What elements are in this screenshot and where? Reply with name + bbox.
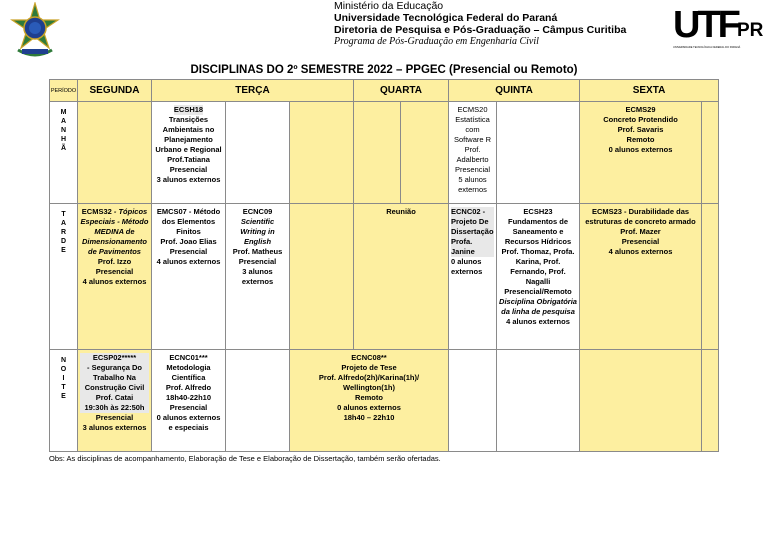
course-title: - Método dos Elementos Finitos: [161, 207, 221, 236]
course-note: Disciplina Obrigatória da linha de pesquisa: [499, 297, 577, 316]
ministry-label: Ministério da Educação: [334, 0, 444, 12]
day-header-segunda: SEGUNDA: [78, 80, 152, 102]
course-code: ECNC02 -: [451, 207, 494, 217]
course-code: ECSP02*****: [80, 353, 149, 363]
day-header-terca: TERÇA: [152, 80, 354, 102]
directorate-label: Diretoria de Pesquisa e Pós-Graduação – Câmpus Curitiba: [334, 24, 627, 36]
period-label-manha: M A N H Ã: [50, 102, 78, 204]
course-professor: Prof. Alfredo: [165, 383, 212, 392]
course-professor: Prof. Alfredo(2h)/Karina(1h)/ Wellington(1h): [318, 373, 420, 392]
course-time: 18h40-22h10: [165, 393, 212, 402]
course-students: 4 alunos externos: [82, 277, 147, 286]
course-code: ECNC09: [242, 207, 273, 216]
cell-noite-segunda: [78, 350, 152, 452]
course-professor: Prof. Joao Elias: [160, 237, 217, 246]
course-mode: Presencial: [454, 165, 491, 174]
course-students: 0 alunos externos e especiais: [156, 413, 221, 432]
course-students: 5 alunos externos: [458, 175, 487, 194]
page-title: DISCIPLINAS DO 2º SEMESTRE 2022 – PPGEC (Presencial ou Remoto): [190, 64, 578, 76]
course-students: 0 alunos externos: [337, 403, 401, 412]
course-code: ECMS23: [591, 207, 622, 216]
course-time: 19:30h às 22:50h: [80, 403, 149, 413]
course-mode: Presencial: [95, 267, 134, 276]
cell-noite-quarta: [290, 350, 449, 452]
course-title: Transições Ambientais no Planejamento Urbano e Regional: [155, 115, 222, 154]
day-header-sexta: SEXTA: [580, 80, 719, 102]
cell-noite-sexta-b: [702, 350, 719, 452]
course-mode: Presencial: [169, 165, 208, 174]
course-code: ECNC08**: [351, 353, 387, 362]
course-title: Concreto Protendido: [603, 115, 678, 124]
course-professor: Prof. Izzo: [97, 257, 132, 266]
cell-manha-segunda: [78, 102, 152, 204]
day-header-quarta: QUARTA: [354, 80, 449, 102]
periodo-header: PERÍODO: [50, 80, 78, 102]
logo-pr-text: PR: [737, 20, 764, 41]
course-mode: Presencial: [238, 257, 277, 266]
course-professor: Prof. Mazer: [620, 227, 661, 236]
course-title: - Durabilidade das estruturas de concreto armado: [585, 207, 696, 226]
cell-noite-quinta-a: [449, 350, 497, 452]
course-students: 3 alunos externos: [241, 267, 274, 286]
course-professor: Prof. Adalberto: [456, 145, 489, 164]
cell-manha-quinta: [449, 102, 497, 204]
row-noite: [50, 350, 719, 452]
course-students: 4 alunos externos: [608, 247, 673, 256]
institution-header: [334, 0, 626, 48]
course-title: Projeto de Tese: [341, 363, 397, 372]
course-code: ECNC01***: [169, 353, 208, 362]
course-code: ECMS20: [457, 105, 488, 114]
row-manha: [50, 102, 719, 204]
course-title: - Segurança Do Trabalho Na Construção Civil: [80, 363, 149, 393]
course-mode: Remoto: [626, 135, 655, 144]
course-title: Fundamentos de Saneamento e Recursos Hídricos: [504, 217, 572, 246]
course-code: ECMS29: [625, 105, 656, 114]
cell-tarde-quarta: [354, 204, 449, 350]
period-label-tarde: T A R D E: [50, 204, 78, 350]
brazil-coat-of-arms-icon: [8, 2, 62, 58]
course-professor: Prof. Savaris: [617, 125, 664, 134]
course-professor: Prof. Matheus: [232, 247, 283, 256]
course-code: ECSH18: [173, 105, 204, 114]
cell-manha-quarta-b: [401, 102, 449, 204]
header-row: [50, 80, 719, 102]
cell-noite-terca-b: [226, 350, 290, 452]
cell-tarde-terca-b: [226, 204, 290, 350]
cell-manha-terca-c: [290, 102, 354, 204]
course-title: Metodologia Científica: [166, 363, 211, 382]
course-mode: Remoto: [355, 393, 383, 402]
cell-manha-quarta-a: [354, 102, 401, 204]
cell-manha-terca: [152, 102, 226, 204]
course-title: Estatística com Software R: [453, 115, 492, 144]
course-students: 4 alunos externos: [506, 317, 570, 326]
cell-tarde-quinta-b: [497, 204, 580, 350]
course-code: ECMS32: [81, 207, 112, 216]
logo-subtitle: UNIVERSIDADE TECNOLÓGICA FEDERAL DO PARANÁ: [673, 46, 741, 49]
cell-tarde-sexta: [580, 204, 702, 350]
course-students: 3 alunos externos: [156, 175, 221, 184]
schedule-table: [49, 79, 719, 452]
course-code: ECSH23: [523, 207, 553, 216]
cell-noite-quinta-b: [497, 350, 580, 452]
footnote-obs: Obs: As disciplinas de acompanhamento, Elaboração de Tese e Elaboração de Dissertação, também serão ofertadas.: [49, 454, 441, 463]
course-professor: Profa. Janine: [451, 237, 494, 257]
cell-tarde-segunda: [78, 204, 152, 350]
cell-manha-sexta-b: [702, 102, 719, 204]
course-title: Scientific Writing in English: [240, 217, 275, 246]
meeting-label: Reunião: [386, 207, 416, 216]
course-students: 0 alunos externos: [608, 145, 673, 154]
cell-manha-quinta-b: [497, 102, 580, 204]
cell-tarde-terca-a: [152, 204, 226, 350]
day-header-quinta: QUINTA: [449, 80, 580, 102]
course-mode: Presencial: [621, 237, 660, 246]
course-professor: Prof. Catai: [80, 393, 149, 403]
cell-tarde-quinta-a: [449, 204, 497, 350]
course-students: 0 alunos externos: [451, 257, 483, 276]
course-time: 18h40 – 22h10: [343, 413, 395, 422]
university-label: Universidade Tecnológica Federal do Paraná: [334, 12, 558, 24]
course-code: EMCS07: [156, 207, 187, 216]
course-professor: Prof.Tatiana: [167, 155, 210, 164]
course-title: Projeto De Dissertação: [451, 217, 494, 236]
period-label-noite: N O I T E: [50, 350, 78, 452]
course-mode: Presencial: [169, 247, 208, 256]
course-title: - Tópicos Especiais - Método MEDINA de Dimensionamento de Pavimentos: [80, 207, 149, 256]
cell-noite-sexta: [580, 350, 702, 452]
cell-manha-terca-b: [226, 102, 290, 204]
cell-tarde-sexta-b: [702, 204, 719, 350]
logo-utf-text: UTF: [673, 4, 738, 46]
course-mode: Presencial: [95, 413, 134, 422]
course-professor: Prof. Thomaz, Profa. Karina, Prof. Fernando, Prof. Nagalli: [501, 247, 575, 286]
utfpr-logo: [673, 4, 764, 49]
cell-tarde-terca-c: [290, 204, 354, 350]
row-tarde: [50, 204, 719, 350]
course-mode: Presencial: [169, 403, 208, 412]
course-mode: Presencial/Remoto: [504, 287, 572, 296]
cell-noite-terca: [152, 350, 226, 452]
program-label: Programa de Pós-Graduação em Engenharia Civil: [334, 36, 539, 47]
course-students: 3 alunos externos: [82, 423, 147, 432]
cell-manha-sexta: [580, 102, 702, 204]
course-students: 4 alunos externos: [156, 257, 221, 266]
